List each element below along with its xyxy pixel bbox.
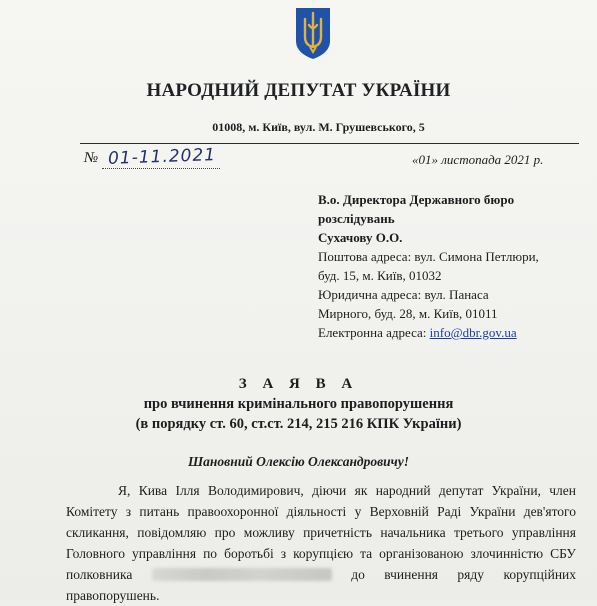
recipient-block — [318, 190, 588, 342]
coat-of-arms-icon — [293, 5, 333, 61]
email-line — [318, 323, 588, 342]
recipient-agency: розслідувань — [318, 211, 395, 226]
statement-title: З А Я В А — [238, 376, 359, 392]
document-date: «01» листопада 2021 р. — [412, 152, 544, 167]
salutation: Шановний Олексію Олександровичу! — [187, 454, 410, 469]
postal-address-line: буд. 15, м. Київ, 01032 — [318, 268, 442, 283]
header-divider — [80, 143, 579, 144]
statement-body — [66, 480, 576, 606]
redacted-name — [152, 568, 332, 581]
body-text-end: до вчинення ряду корупційних правопорушень. — [66, 567, 577, 603]
email-link[interactable]: info@dbr.gov.ua — [429, 325, 517, 340]
legal-address-line: Юридична адреса: вул. Панаса — [318, 287, 489, 302]
number-underline — [102, 168, 220, 169]
postal-address-line: Поштова адреса: вул. Симона Петлюри, — [318, 249, 539, 264]
statement-legal-basis: (в порядку ст. 60, ст.ст. 214, 215 216 КПК України) — [135, 416, 462, 432]
document-title: НАРОДНИЙ ДЕПУТАТ УКРАЇНИ — [146, 80, 451, 101]
recipient-position: В.о. Директора Державного бюро — [318, 192, 515, 207]
outgoing-number-label: № — [84, 150, 99, 166]
recipient-name: Сухачову О.О. — [318, 230, 403, 245]
legal-address-line: Мирного, буд. 28, м. Київ, 01011 — [318, 306, 498, 321]
statement-subtitle: про вчинення кримінального правопорушення — [143, 396, 454, 412]
statement-heading — [0, 374, 597, 434]
sender-address: 01008, м. Київ, вул. М. Грушевського, 5 — [212, 120, 425, 134]
email-label: Електронна адреса: — [318, 325, 430, 340]
body-text-start: Я, Кива Ілля Володимирович, діючи як народний депутат України, член Комітету з питань правоохоронної діяльності у Верховній Раді України дев'ятого скликання, повідомляю про можливу причетність начальника третього управління Головного управління по боротьбі з корупцією та організованою злочинністю СБУ полковника — [66, 483, 576, 582]
outgoing-number-handwritten: 01-11.2021 — [107, 145, 217, 169]
